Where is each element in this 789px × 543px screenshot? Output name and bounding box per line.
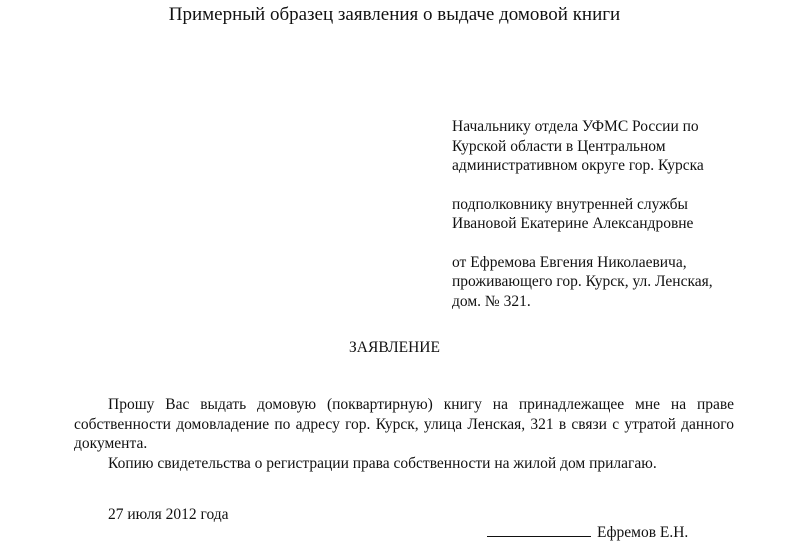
applicant-line: от Ефремова Евгения Николаевича,	[452, 253, 687, 271]
signature-line	[487, 521, 591, 537]
document-title: Примерный образец заявления о выдаче домовой книги	[168, 4, 621, 25]
addressee-official	[452, 195, 772, 234]
statement-body	[74, 395, 734, 473]
applicant-line: проживающего гор. Курск, ул. Ленская,	[452, 273, 713, 290]
signature-name: Ефремов Е.Н.	[597, 524, 689, 541]
addressee-office-line: Начальнику отдела УФМС России по	[452, 118, 699, 135]
statement-paragraph: Прошу Вас выдать домовую (поквартирную) книгу на принадлежащее мне на праве собственности домовладение по адресу гор. Курск, улица Ленская, 321 в связи с утратой данного документа.	[74, 396, 734, 452]
addressee-office	[452, 117, 772, 176]
signature-block	[487, 521, 688, 543]
addressee-official-line: подполковнику внутренней службы	[452, 195, 688, 213]
addressee-official-line: Ивановой Екатерине Александровне	[452, 215, 694, 232]
applicant-info	[452, 253, 772, 312]
addressee-office-line: Курской области в Центральном	[452, 137, 666, 155]
statement-date: 27 июля 2012 года	[108, 506, 229, 523]
applicant-line: дом. № 321.	[452, 292, 531, 310]
addressee-office-line: административном округе гор. Курска	[452, 157, 704, 174]
statement-paragraph: Копию свидетельства о регистрации права собственности на жилой дом прилагаю.	[108, 454, 657, 472]
addressee-block	[452, 117, 772, 311]
statement-heading: ЗАЯВЛЕНИЕ	[349, 339, 440, 356]
